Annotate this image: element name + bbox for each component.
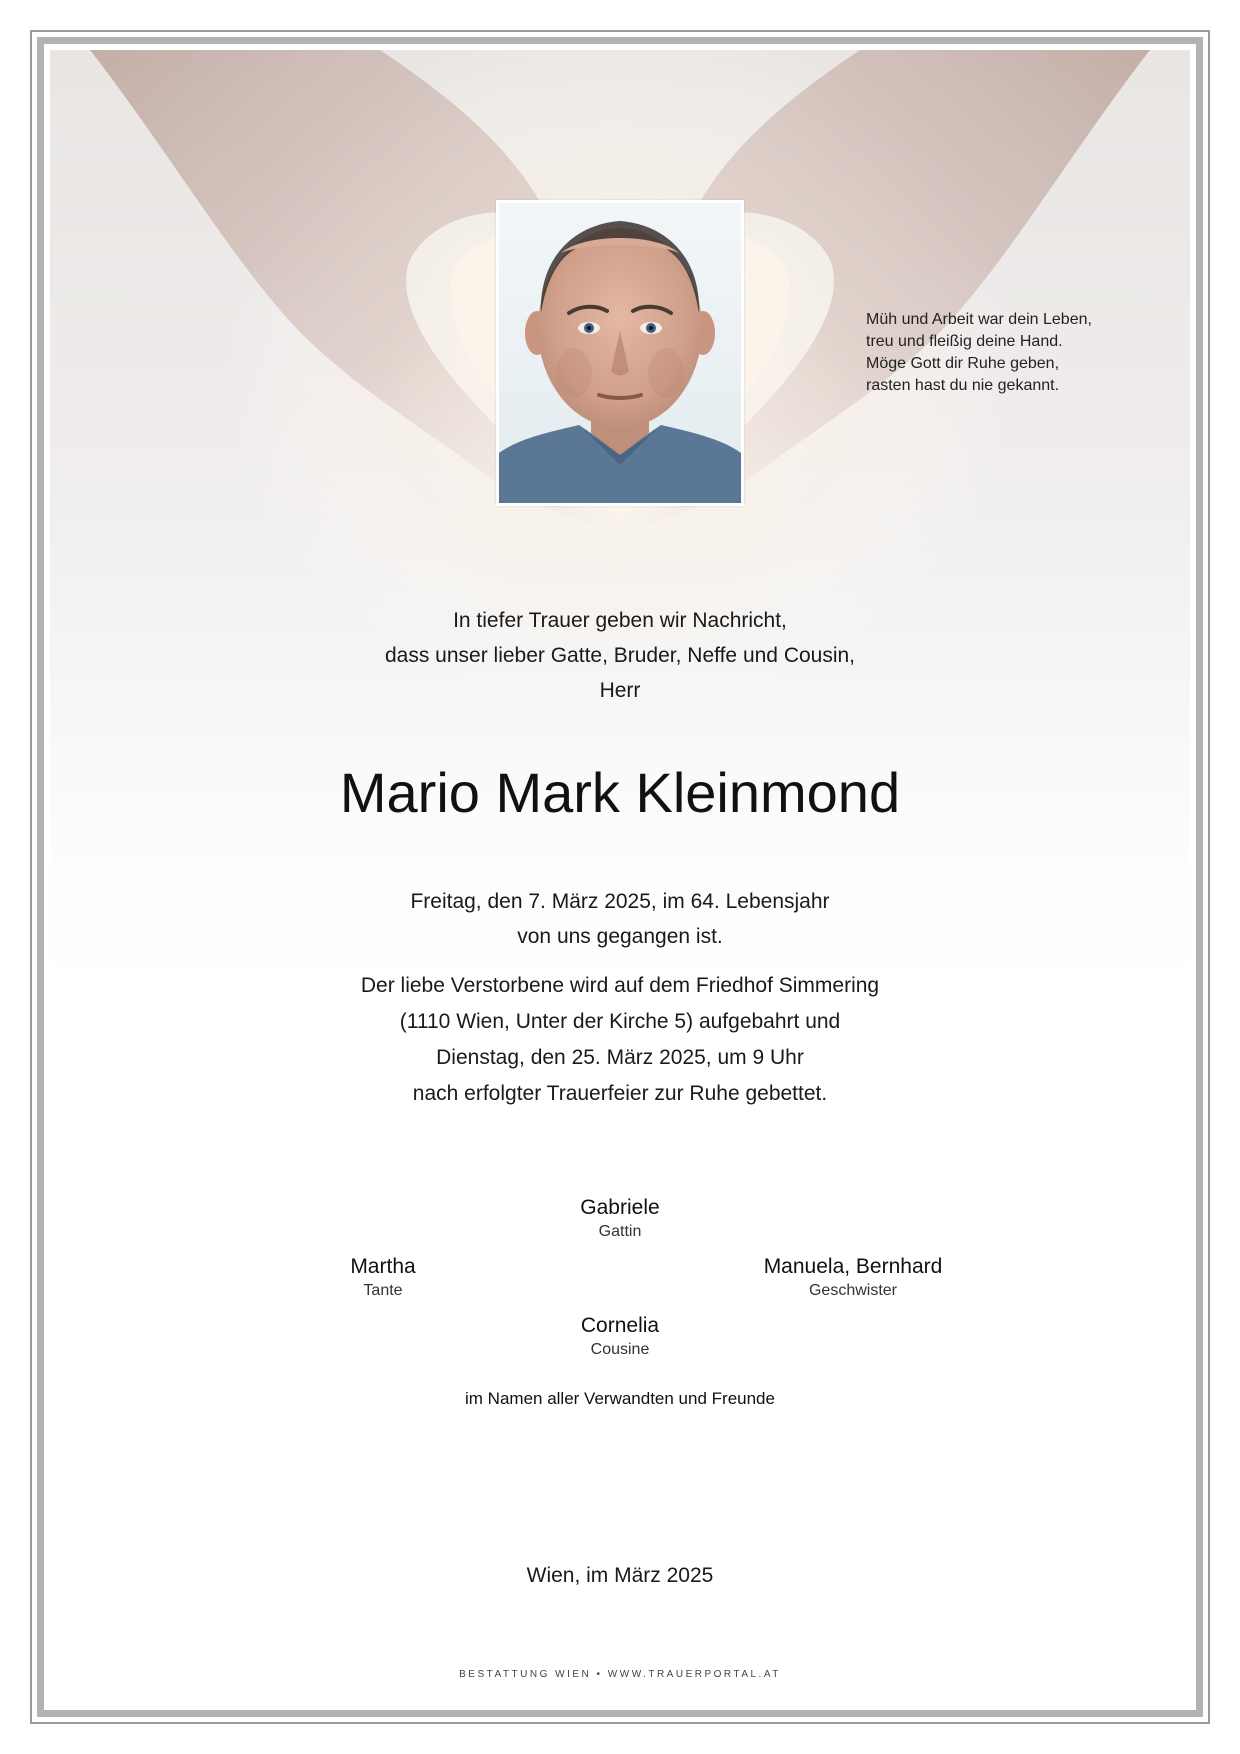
passing-details [50, 884, 1190, 954]
memorial-verse [866, 309, 1166, 397]
verse-line: treu und fleißig deine Hand. [866, 333, 1063, 350]
intro-line: dass unser lieber Gatte, Bruder, Neffe und Cousin, [384, 644, 856, 667]
portrait-photo [496, 200, 744, 506]
mourner-martha [233, 1254, 533, 1302]
place-and-date: Wien, im März 2025 [526, 1564, 714, 1587]
verse-line: Müh und Arbeit war dein Leben, [866, 311, 1092, 328]
mourner-name: Martha [350, 1255, 416, 1278]
passing-line: von uns gegangen ist. [517, 925, 723, 948]
mourner-name: Gabriele [580, 1196, 660, 1219]
on-behalf-line: im Namen aller Verwandten und Freunde [465, 1389, 775, 1408]
mourner-gabriele [470, 1195, 770, 1243]
funeral-line: (1110 Wien, Unter der Kirche 5) aufgebahrt und [399, 1010, 841, 1033]
mourner-cornelia [470, 1313, 770, 1361]
mourner-manuela-bernhard [703, 1254, 1003, 1302]
funeral-line: Der liebe Verstorbene wird auf dem Friedhof Simmering [360, 974, 880, 997]
mourner-relation: Geschwister [808, 1282, 898, 1299]
funeral-line: nach erfolgter Trauerfeier zur Ruhe gebettet. [412, 1082, 828, 1105]
mourner-name: Cornelia [580, 1314, 660, 1337]
footer-credit: BESTATTUNG WIEN • WWW.TRAUERPORTAL.AT [459, 1669, 781, 1680]
verse-line: rasten hast du nie gekannt. [866, 377, 1060, 394]
mourner-relation: Cousine [590, 1341, 650, 1358]
mourner-relation: Tante [363, 1282, 403, 1299]
intro-line: In tiefer Trauer geben wir Nachricht, [453, 609, 787, 632]
funeral-line: Dienstag, den 25. März 2025, um 9 Uhr [436, 1046, 804, 1069]
intro-line: Herr [599, 679, 641, 702]
deceased-name: Mario Mark Kleinmond [339, 761, 901, 824]
mourner-relation: Gattin [598, 1223, 642, 1240]
announcement-intro [50, 603, 1190, 708]
mourner-name: Manuela, Bernhard [763, 1255, 943, 1278]
verse-line: Möge Gott dir Ruhe geben, [866, 355, 1060, 372]
passing-line: Freitag, den 7. März 2025, im 64. Lebensjahr [410, 890, 830, 913]
funeral-details [50, 968, 1190, 1112]
